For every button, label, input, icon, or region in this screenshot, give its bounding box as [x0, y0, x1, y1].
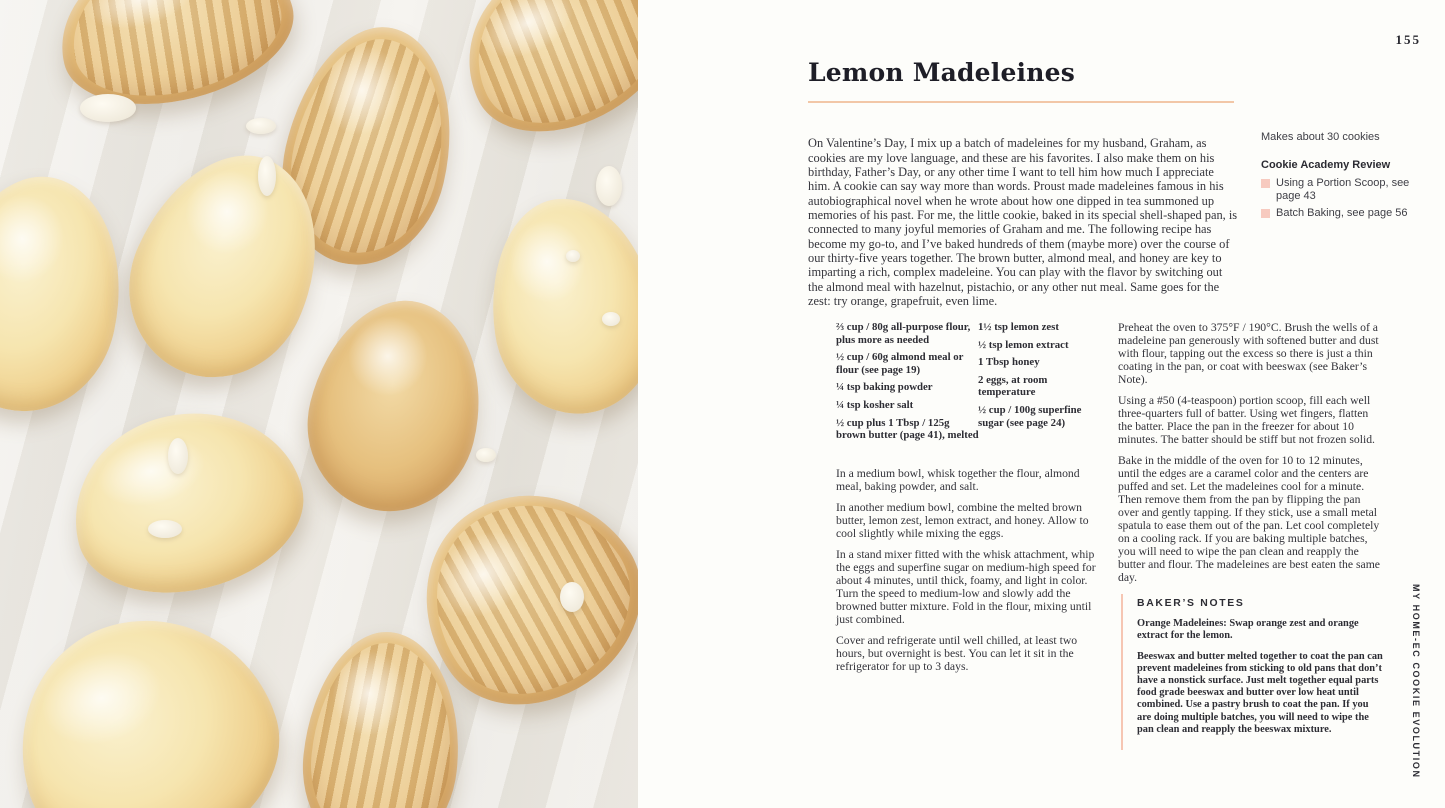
glaze-drip: [258, 156, 276, 196]
madeleine-image: [0, 586, 306, 808]
glaze-drip: [560, 582, 584, 612]
glaze-drip: [566, 250, 580, 262]
review-item: [1261, 207, 1431, 220]
madeleines-photo: [0, 0, 638, 808]
method-paragraph: In another medium bowl, combine the melted brown butter, lemon zest, lemon extract, and honey. Allow to cool slightly while mixing the eggs.: [836, 501, 1089, 540]
madeleine-image: [54, 389, 320, 615]
ingredient-item: ½ cup / 60g almond meal or flour (see page 19): [836, 351, 964, 376]
ingredient-item: 1 Tbsp honey: [978, 356, 1040, 369]
method-paragraph: Cover and refrigerate until well chilled, at least two hours, but overnight is best. You can let it sit in the refrigerator for up to 3 days.: [836, 634, 1078, 673]
method-column-right: [1118, 321, 1382, 592]
bullet-square-icon: [1261, 209, 1270, 218]
method-paragraph: In a stand mixer fitted with the whisk attachment, whip the eggs and superfine sugar on medium-high speed for about 4 minutes, until thick, foamy, and light in color. Turn the speed to medium-low and slowly add the browned butter mixture. Fold in the flour, mixing until just combined.: [836, 548, 1096, 626]
review-heading: Cookie Academy Review: [1261, 159, 1391, 171]
madeleine-image: [289, 283, 503, 529]
review-item: [1261, 177, 1431, 203]
review-item-label: Batch Baking, see page 56: [1276, 207, 1408, 219]
bakers-notes: [1121, 594, 1383, 750]
yield-note: Makes about 30 cookies: [1261, 131, 1380, 143]
glaze-drip: [80, 94, 136, 122]
ingredient-item: ¼ tsp kosher salt: [836, 398, 914, 411]
ingredients-column-2: [978, 321, 1104, 434]
madeleine-image: [0, 160, 143, 427]
ingredient-item: ½ tsp lemon extract: [978, 338, 1069, 351]
ingredient-item: ½ cup / 100g superfine sugar (see page 24): [978, 403, 1082, 429]
ingredient-item: ¼ tsp baking powder: [836, 381, 933, 394]
method-column-left: [836, 467, 1097, 681]
method-paragraph: Using a #50 (4-teaspoon) portion scoop, fill each well three-quarters full of batter. Using wet fingers, flatten the batter. Place the pan in the freezer for about 10 minutes. The batter should be stiff but not frozen solid.: [1118, 394, 1375, 446]
glaze-drip: [476, 448, 496, 462]
ingredient-item: ⅔ cup / 80g all-purpose flour, plus more as needed: [836, 321, 971, 346]
cookie-academy-review: [1261, 159, 1431, 224]
method-paragraph: Bake in the middle of the oven for 10 to 12 minutes, until the edges are a caramel color and the centers are puffed and set. Let the madeleines cool for a minute. Then remove them from the pan by flipping the pan over and gently tapping. If they stick, use a small metal spatula to ease them out of the pan. Let cool completely on a cooling rack. If you are baking multiple batches, you will need to wipe the pan clean and reapply the butter and flour. The madeleines are best eaten the same day.: [1118, 454, 1380, 584]
bullet-square-icon: [1261, 179, 1270, 188]
method-paragraph: Preheat the oven to 375°F / 190°C. Brush the wells of a madeleine pan generously with softened butter and dust with flour, tapping out the excess so there is just a thin coating in the pan, or coat with beeswax (see Baker’s Note).: [1118, 321, 1379, 386]
madeleine-image: [478, 188, 638, 424]
chapter-spine-text: MY HOME-EC COOKIE EVOLUTION: [1411, 584, 1421, 779]
madeleine-image: [437, 0, 638, 162]
glaze-drip: [602, 312, 620, 326]
method-paragraph: In a medium bowl, whisk together the flour, almond meal, baking powder, and salt.: [836, 467, 1080, 493]
glaze-drip: [246, 118, 276, 134]
recipe-title: Lemon Madeleines: [808, 58, 1076, 87]
review-item-label: Using a Portion Scoop, see page 43: [1276, 177, 1410, 202]
page-number: 155: [1395, 32, 1421, 47]
ingredient-item: ½ cup plus 1 Tbsp / 125g brown butter (page 41), melted: [836, 416, 979, 442]
ingredient-item: 2 eggs, at room temperature: [978, 373, 1048, 399]
bakers-note: Beeswax and butter melted together to coat the pan can prevent madeleines from sticking to old pans that don’t have a nonstick surface. Just melt together equal parts food grade beeswax and butter over low heat until combined. Use a pastry brush to coat the pan. If you are doing multiple batches, you will need to wipe the pan clean and reapply the beeswax mixture.: [1137, 650, 1383, 735]
ingredient-item: 1½ tsp lemon zest: [978, 321, 1059, 333]
recipe-intro: On Valentine’s Day, I mix up a batch of madeleines for my husband, Graham, as cookies are my love language, and these are his favorites. I also make them on his birthday, Father’s Day, or any other time I want to tell him how much I appreciate him. A cookie can say way more than words. Proust made madeleines famous in his autobiographical novel when he wrote about how one dipped in tea summoned up memories of his past. For me, the little cookie, baked in its special shell-shaped pan, is connected to many joyful memories of Graham and me. The following recipe has become my go-to, and I’ve baked hundreds of them (maybe more) over the course of our thirty-five years together. The brown butter, almond meal, and honey are key to imparting a rich, complex madeleine. You can play with the flavor by switching out the almond meal with hazelnut, pistachio, or any other nut meal. Same goes for the zest: try orange, grapefruit, even lime.: [808, 136, 1238, 309]
bakers-notes-heading: BAKER’S NOTES: [1137, 598, 1245, 609]
title-rule: [808, 101, 1234, 103]
glaze-drip: [596, 166, 622, 206]
bakers-note: Orange Madeleines: Swap orange zest and orange extract for the lemon.: [1137, 618, 1359, 642]
recipe-page: [638, 0, 1445, 808]
glaze-drip: [168, 438, 188, 474]
ingredients-column-1: [836, 321, 982, 447]
glaze-drip: [148, 520, 182, 538]
